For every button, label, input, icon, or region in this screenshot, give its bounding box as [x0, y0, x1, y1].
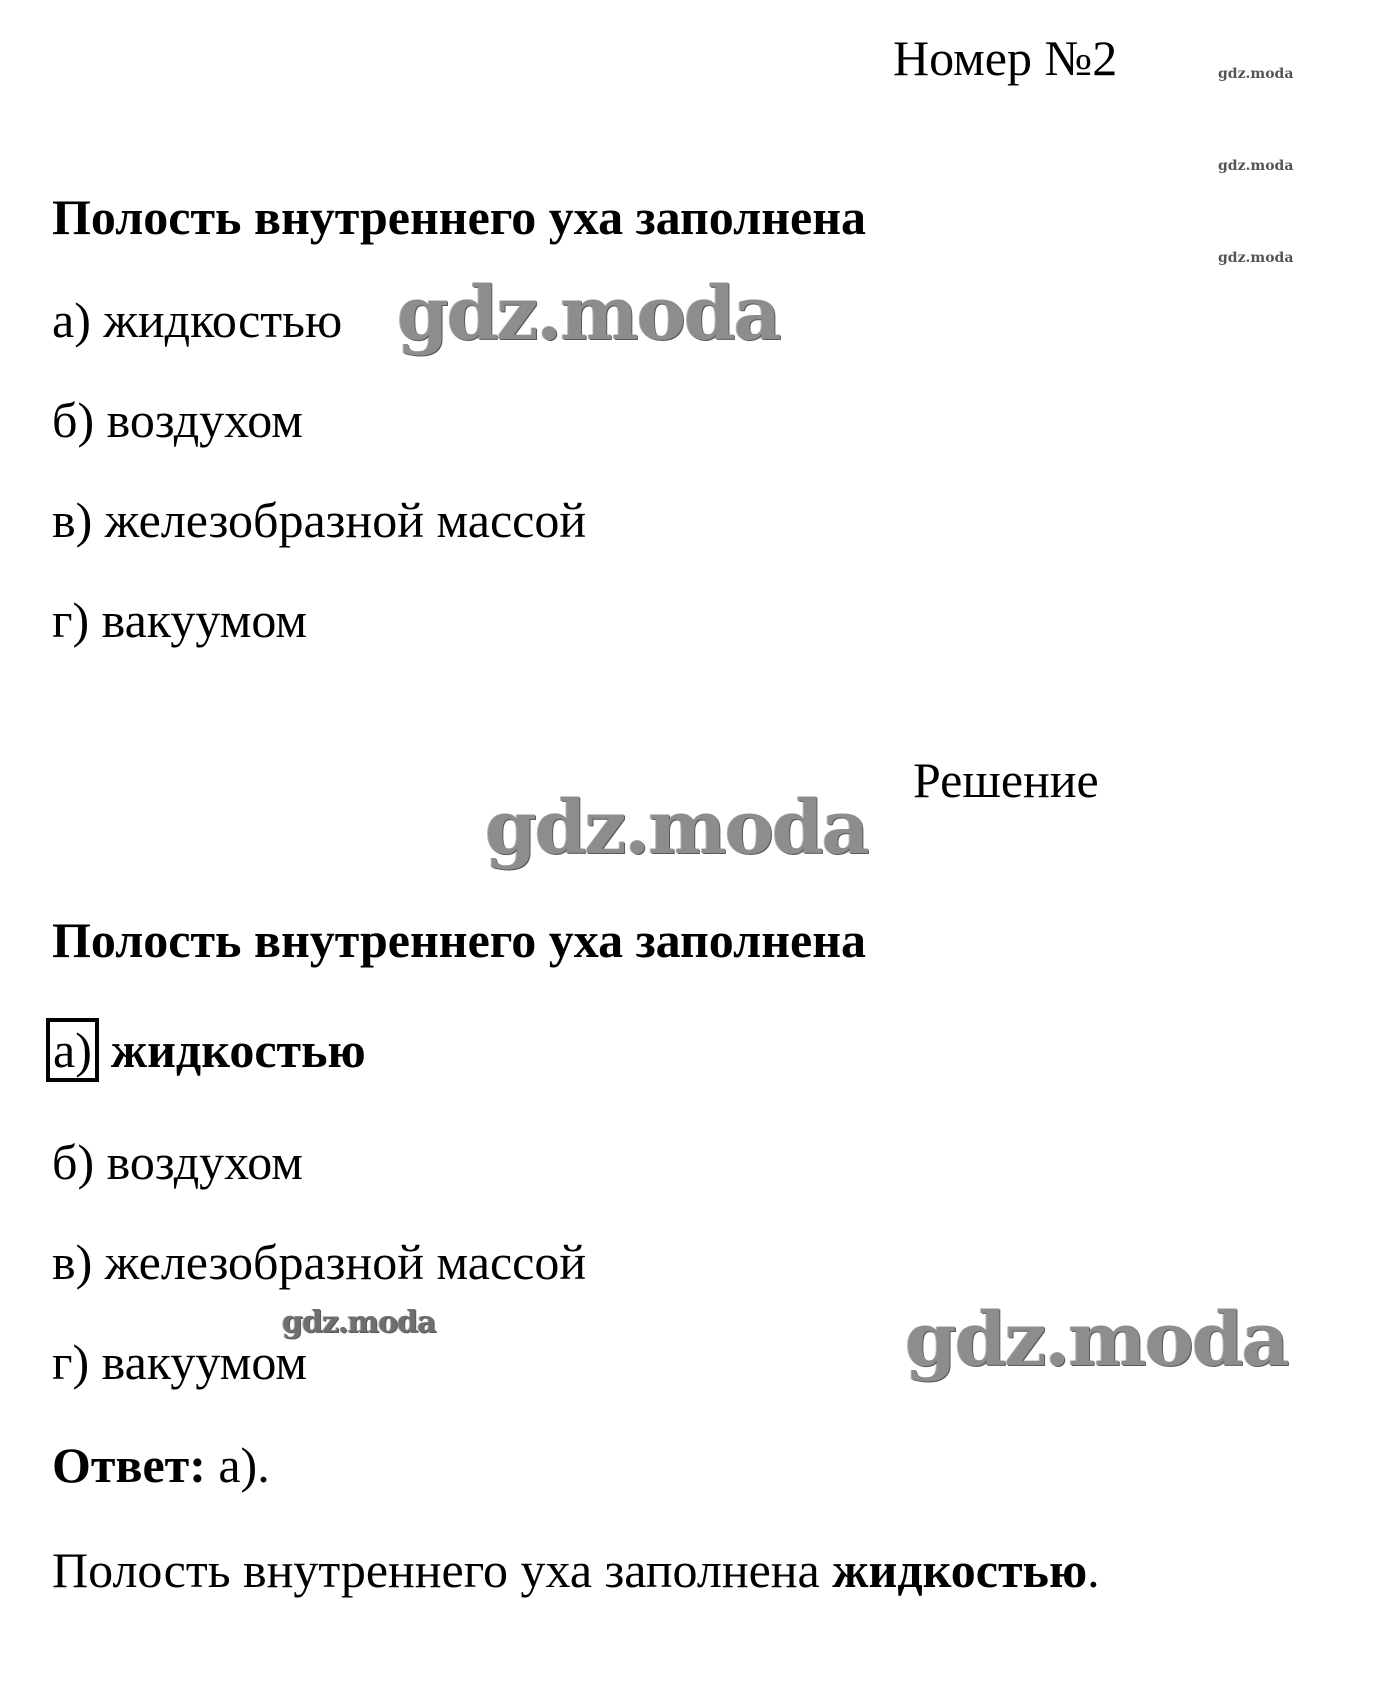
task-option-b: б) воздухом — [52, 392, 303, 448]
answer-line — [52, 1435, 270, 1495]
solution-option-a-selected — [52, 1018, 366, 1082]
final-suffix: . — [1087, 1542, 1100, 1598]
selected-answer-box: а) — [46, 1018, 99, 1082]
watermark-big-3: gdz.moda — [905, 1297, 1288, 1383]
answer-value: а). — [205, 1437, 270, 1493]
watermark-small-1: gdz.moda — [282, 1305, 436, 1340]
task-number-title: Номер №2 — [893, 30, 1118, 86]
watermark-big-1: gdz.moda — [397, 271, 780, 357]
final-prefix: Полость внутреннего уха заполнена — [52, 1542, 833, 1598]
final-sentence — [52, 1540, 1100, 1600]
solution-option-c: в) железобразной массой — [52, 1234, 587, 1290]
solution-heading: Решение — [913, 752, 1099, 808]
watermark-tiny-1: gdz.moda — [1218, 66, 1294, 82]
solution-question: Полость внутреннего уха заполнена — [52, 912, 867, 968]
watermark-tiny-2: gdz.moda — [1218, 158, 1294, 174]
final-bold-word: жидкостью — [832, 1542, 1088, 1598]
watermark-tiny-3: gdz.moda — [1218, 250, 1294, 266]
watermark-big-2: gdz.moda — [485, 785, 868, 871]
answer-label: Ответ: — [52, 1437, 206, 1493]
task-option-c: в) железобразной массой — [52, 492, 587, 548]
solution-option-d: г) вакуумом — [52, 1334, 308, 1390]
task-question: Полость внутреннего уха заполнена — [52, 189, 867, 245]
selected-answer-text: жидкостью — [110, 1022, 366, 1078]
task-option-d: г) вакуумом — [52, 592, 308, 648]
solution-option-b: б) воздухом — [52, 1134, 303, 1190]
task-option-a: а) жидкостью — [52, 292, 343, 348]
